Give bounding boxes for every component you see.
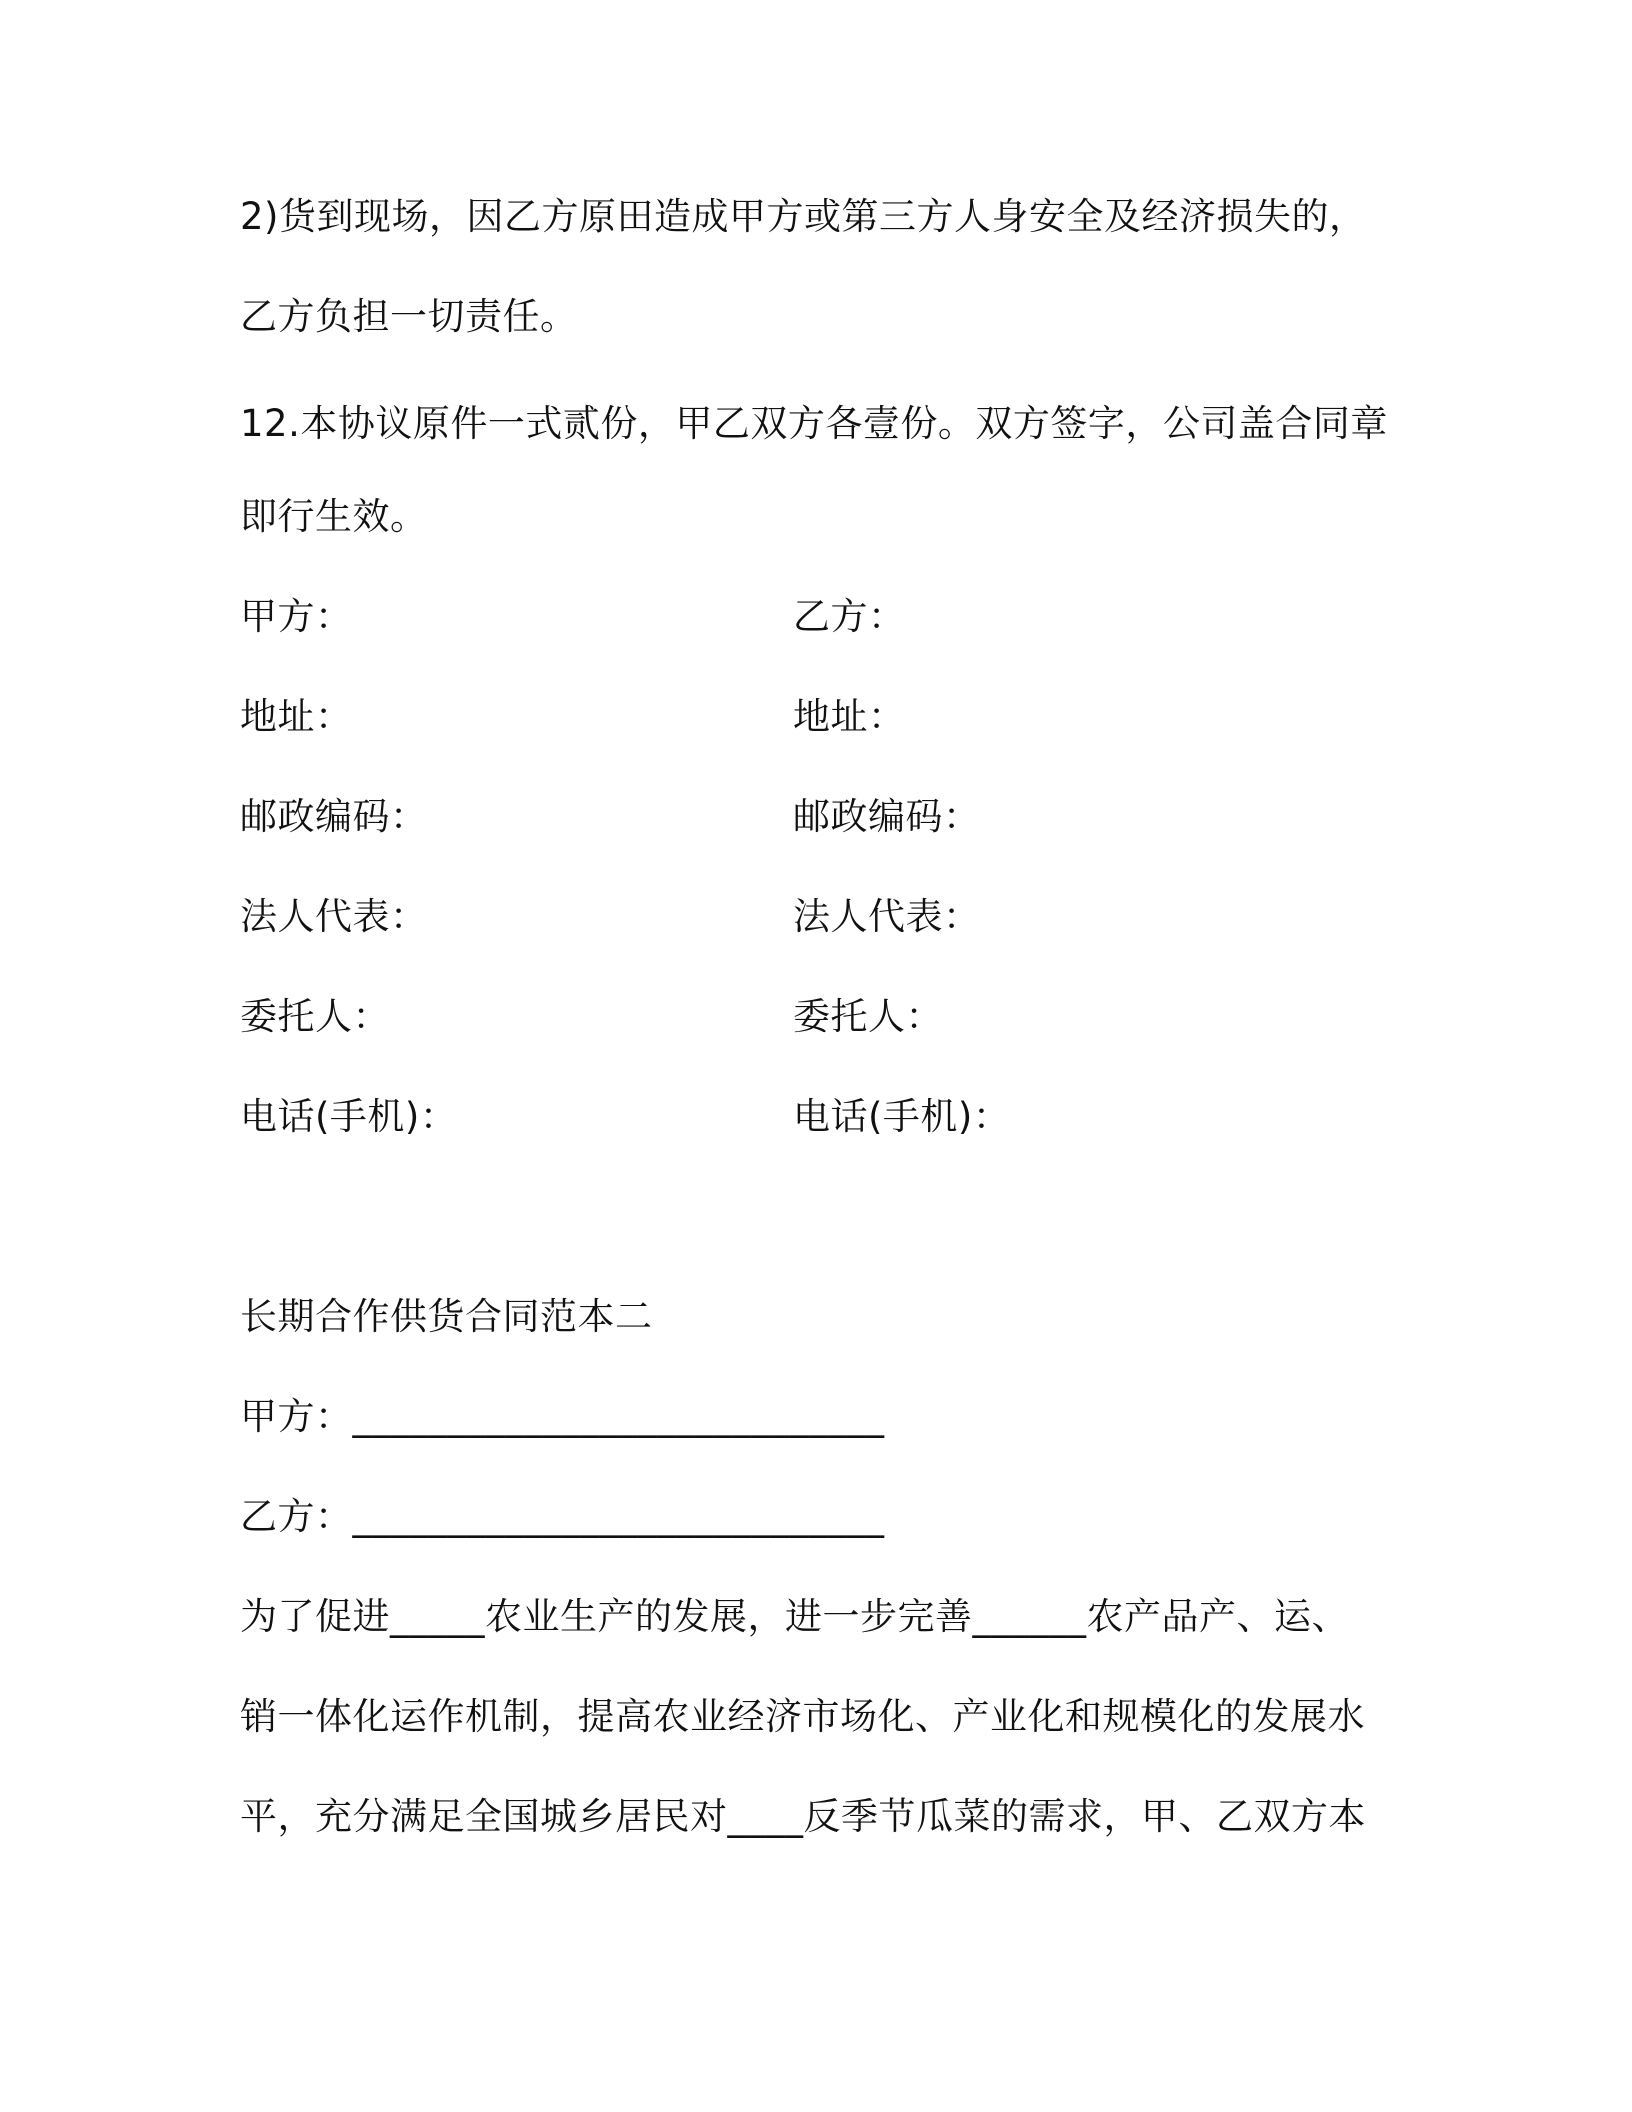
party-a-label: 甲方： [240, 595, 353, 638]
clause-12-line-1: 12.本协议原件一式贰份，甲乙双方各壹份。双方签字，公司盖合同章 [240, 402, 1388, 445]
party-a-address-label: 地址： [240, 695, 353, 738]
clause-2-line-1: 2)货到现场，因乙方原田造成甲方或第三方人身安全及经济损失的， [240, 195, 1367, 238]
contract-two-preamble-line-3: 平，充分满足全国城乡居民对____反季节瓜菜的需求，甲、乙双方本 [240, 1795, 1366, 1838]
party-a-phone-label: 电话(手机)： [240, 1095, 458, 1138]
party-a-agent-label: 委托人： [240, 995, 390, 1038]
party-b-agent-label: 委托人： [793, 995, 943, 1038]
clause-12-line-2: 即行生效。 [240, 495, 428, 538]
party-b-postal-code-label: 邮政编码： [793, 795, 981, 838]
party-a-postal-code-label: 邮政编码： [240, 795, 428, 838]
party-b-address-label: 地址： [793, 695, 906, 738]
contract-two-preamble-line-1: 为了促进_____农业生产的发展，进一步完善______农产品产、运、 [240, 1595, 1349, 1638]
party-b-phone-label: 电话(手机)： [793, 1095, 1011, 1138]
party-b-legal-representative-label: 法人代表： [793, 895, 981, 938]
party-a-legal-representative-label: 法人代表： [240, 895, 428, 938]
contract-two-preamble-line-2: 销一体化运作机制，提高农业经济市场化、产业化和规模化的发展水 [240, 1695, 1365, 1738]
clause-2-line-2: 乙方负担一切责任。 [240, 295, 578, 338]
contract-two-party-b-line: 乙方：____________________________ [240, 1495, 885, 1538]
party-b-label: 乙方： [793, 595, 906, 638]
contract-two-party-a-line: 甲方：____________________________ [240, 1395, 885, 1438]
contract-two-title: 长期合作供货合同范本二 [240, 1295, 653, 1338]
